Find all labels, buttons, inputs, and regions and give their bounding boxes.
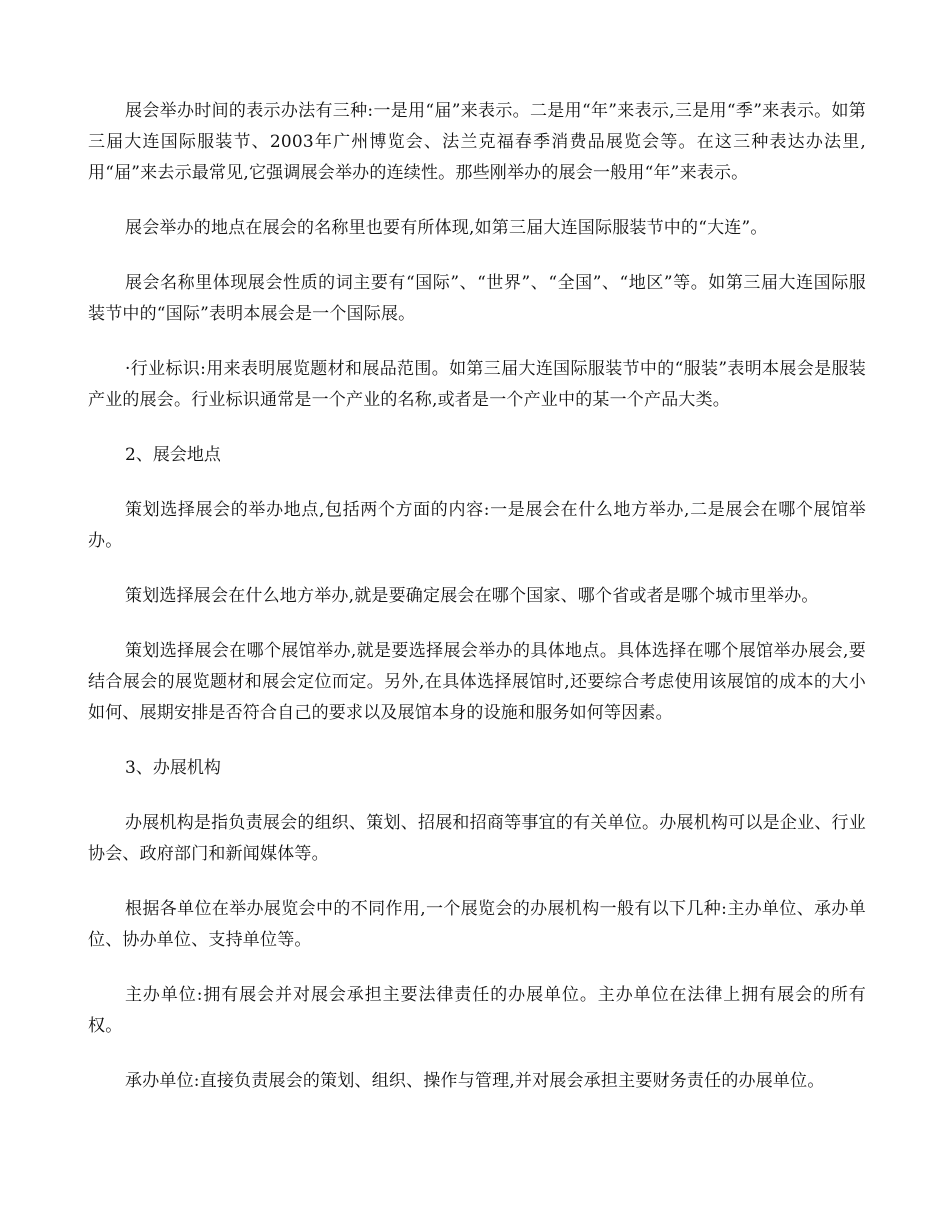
paragraph-organizing-unit: 承办单位:直接负责展会的策划、组织、操作与管理,并对展会承担主要财务责任的办展单位。 [125,1071,825,1091]
section-heading-organizers: 3、办展机构 [125,758,221,778]
section-heading-venue: 2、展会地点 [125,445,221,465]
paragraph-exhibition-nature: 展会名称里体现展会性质的词主要有“国际”、“世界”、“全国”、“地区”等。如第三届大连国际服装节中的“国际”表明本展会是一个国际展。 [88,273,866,324]
paragraph-exhibition-time: 展会举办时间的表示办法有三种:一是用“届”来表示。二是用“年”来表示,三是用“季”来表示。如第三届大连国际服装节、2003年广州博览会、法兰克福春季消费品展览会等。在这三种表达办法里,用“届”来去示最常见,它强调展会举办的连续性。那些刚举办的展会一般用“年”来表示。 [88,101,866,183]
paragraph-host-unit: 主办单位:拥有展会并对展会承担主要法律责任的办展单位。主办单位在法律上拥有展会的所有权。 [88,985,866,1036]
paragraph-organizer-types: 根据各单位在举办展览会中的不同作用,一个展览会的办展机构一般有以下几种:主办单位、承办单位、协办单位、支持单位等。 [88,899,866,950]
paragraph-organizer-definition: 办展机构是指负责展会的组织、策划、招展和招商等事宜的有关单位。办展机构可以是企业、行业协会、政府部门和新闻媒体等。 [88,813,866,864]
paragraph-exhibition-location-name: 展会举办的地点在展会的名称里也要有所体现,如第三届大连国际服装节中的“大连”。 [125,218,768,238]
paragraph-venue-hall: 策划选择展会在哪个展馆举办,就是要选择展会举办的具体地点。具体选择在哪个展馆举办展会,要结合展会的展览题材和展会定位而定。另外,在具体选择展馆时,还要综合考虑使用该展馆的成本的大小如何、展期安排是否符合自己的要求以及展馆本身的设施和服务如何等因素。 [88,641,866,723]
paragraph-venue-selection: 策划选择展会的举办地点,包括两个方面的内容:一是展会在什么地方举办,二是展会在哪个展馆举办。 [88,500,866,551]
paragraph-industry-identifier: ·行业标识:用来表明展览题材和展品范围。如第三届大连国际服装节中的“服装”表明本展会是服装产业的展会。行业标识通常是一个产业的名称,或者是一个产业中的某一个产品大类。 [88,359,866,410]
paragraph-venue-region: 策划选择展会在什么地方举办,就是要确定展会在哪个国家、哪个省或者是哪个城市里举办。 [125,586,819,606]
